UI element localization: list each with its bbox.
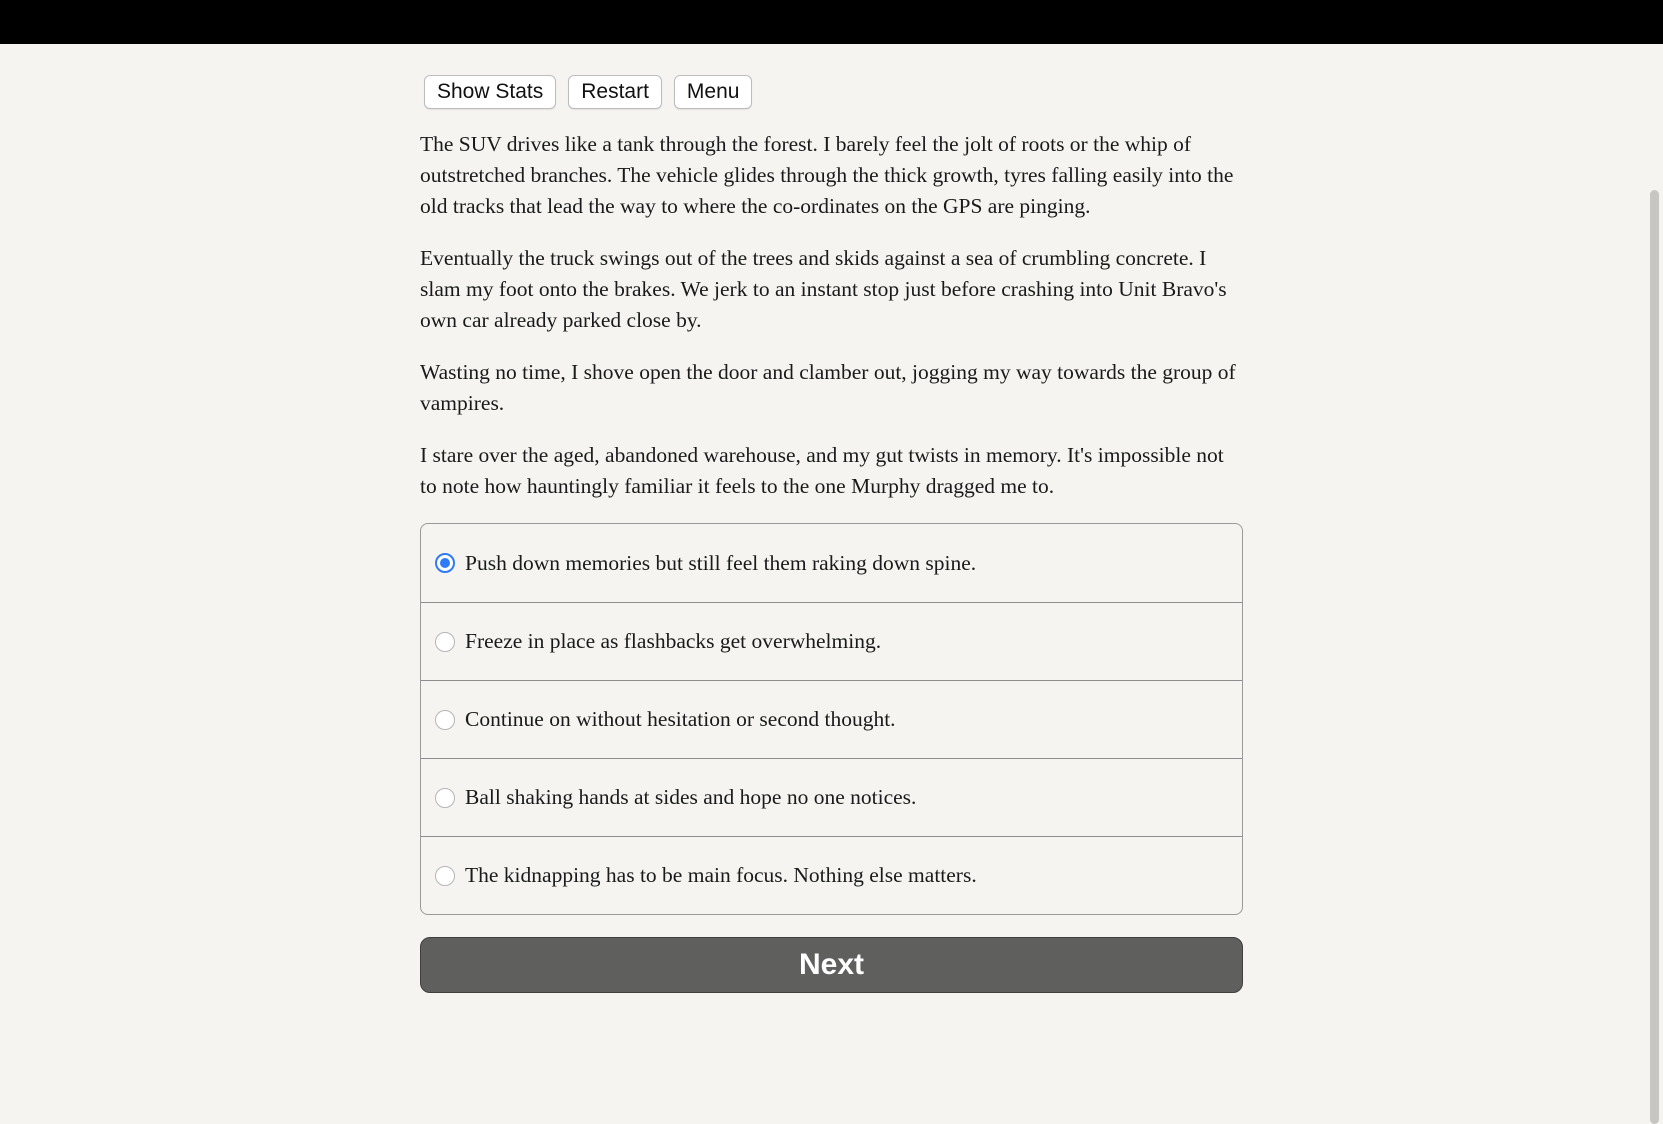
choice-label: Freeze in place as flashbacks get overwhelming. [465,629,882,653]
story-paragraph: The SUV drives like a tank through the forest. I barely feel the jolt of roots or the whip of outstretched branches. The vehicle glides through the thick growth, tyres falling easily into the old tracks that lead the way to where the co-ordinates on the GPS are pinging. [420,132,1234,218]
story-paragraph: Eventually the truck swings out of the trees and skids against a sea of crumbling concrete. I slam my foot onto the brakes. We jerk to an instant stop just before crashing into Unit Bravo's own car already parked close by. [420,246,1227,332]
radio-selected-icon[interactable] [435,553,455,573]
choice-option-1[interactable] [421,524,1242,602]
choice-label: Ball shaking hands at sides and hope no one notices. [465,785,917,809]
menu-button[interactable]: Menu [674,75,753,109]
choice-label: The kidnapping has to be main focus. Nothing else matters. [465,863,977,887]
choice-label: Push down memories but still feel them raking down spine. [465,550,977,575]
radio-unselected-icon[interactable] [435,632,455,652]
scrollbar-thumb[interactable] [1650,190,1659,1124]
story-text [420,129,1243,502]
toolbar [424,75,1243,109]
choice-label: Continue on without hesitation or second thought. [465,707,896,731]
choice-option-3[interactable] [421,680,1242,758]
story-paragraph: I stare over the aged, abandoned warehouse, and my gut twists in memory. It's impossible not to note how hauntingly familiar it feels to the one Murphy dragged me to. [420,443,1224,498]
story-paragraph: Wasting no time, I shove open the door and clamber out, jogging my way towards the group of vampires. [420,360,1236,415]
next-button[interactable]: Next [420,937,1243,993]
radio-unselected-icon[interactable] [435,866,455,886]
scrollbar-track[interactable] [1646,44,1663,1080]
choice-option-4[interactable] [421,758,1242,836]
choice-option-2[interactable] [421,602,1242,680]
restart-button[interactable]: Restart [568,75,662,109]
show-stats-button[interactable]: Show Stats [424,75,556,109]
radio-unselected-icon[interactable] [435,710,455,730]
top-bar [0,0,1663,44]
choice-option-5[interactable] [421,836,1242,914]
choice-list [420,523,1243,915]
main-content [420,75,1243,993]
radio-unselected-icon[interactable] [435,788,455,808]
